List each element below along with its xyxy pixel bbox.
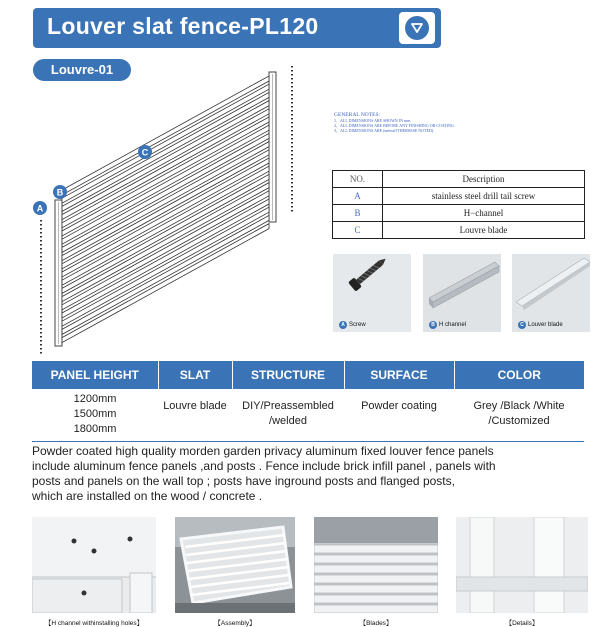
- photo-caption: 【Details】: [505, 620, 539, 627]
- general-note-line: 1、ALL DIMENSIONS ARE SHOWN IN mm.: [334, 118, 412, 123]
- part-description: stainless steel drill tail screw: [383, 188, 585, 205]
- louver-blade-photo: [512, 254, 590, 332]
- svg-text:C: C: [141, 147, 149, 158]
- table-row: [333, 188, 585, 205]
- header-slat: SLAT: [158, 361, 232, 389]
- blades-photo: [314, 517, 438, 613]
- color-value: Grey /Black /White /Customized: [454, 389, 584, 441]
- structure-value: DIY/Preassembled /welded: [232, 389, 344, 441]
- h-channel-holes-photo: [32, 517, 156, 613]
- part-description: Louvre blade: [383, 222, 585, 239]
- marker-a: [33, 201, 47, 215]
- marker-b: [53, 185, 67, 199]
- fence-drawing: [22, 60, 307, 360]
- general-note-line: 3、ALL DIMENSIONS ARE (unlessOTHERWISE NOTED).: [334, 128, 435, 133]
- table-header-row: [333, 171, 585, 188]
- marker-c: [138, 145, 152, 159]
- photo-caption: A Screw: [339, 321, 366, 329]
- assembly-photo: [175, 517, 295, 613]
- table-row: [333, 205, 585, 222]
- header-surface: SURFACE: [344, 361, 454, 389]
- expand-button[interactable]: [399, 12, 435, 44]
- panel-height-values: 1200mm 1500mm 1800mm: [32, 389, 158, 441]
- details-photo: [456, 517, 588, 613]
- chevron-down-icon: [405, 16, 429, 40]
- title-banner: [33, 8, 441, 48]
- col-description-header: Description: [383, 171, 585, 188]
- photo-caption: B H channel: [429, 321, 466, 329]
- parts-table: [332, 170, 585, 239]
- svg-text:A: A: [36, 203, 44, 214]
- page-title: Louver slat fence-PL120: [47, 13, 319, 39]
- product-description: Powder coated high quality morden garden privacy aluminum fixed louver fence panels include aluminum fence panels ,and posts . Fence include brick infill panel , panels with posts and panels on the wall top ; posts have inground posts and flanged posts, which are installed on the wood / concrete .: [32, 444, 496, 503]
- surface-value: Powder coating: [344, 389, 454, 441]
- part-description: H−channel: [383, 205, 585, 222]
- header-color: COLOR: [454, 361, 584, 389]
- col-no-header: NO.: [333, 171, 383, 188]
- general-note-line: 2、ALL DIMENSIONS ARE BEFORE ANY FINISHING OR COATING.: [334, 123, 455, 128]
- screw-photo: [333, 254, 411, 332]
- part-no: A: [333, 188, 383, 205]
- section-label: Louvre-01: [33, 59, 131, 81]
- spec-table: [32, 361, 584, 442]
- table-row: [32, 389, 584, 441]
- part-no: C: [333, 222, 383, 239]
- photo-caption: 【H channel withinstalling holes】: [44, 620, 144, 627]
- photo-caption: 【Assembly】: [214, 620, 256, 627]
- general-notes: [334, 112, 484, 133]
- slat-value: Louvre blade: [158, 389, 232, 441]
- part-no: B: [333, 205, 383, 222]
- photo-caption: 【Blades】: [359, 620, 393, 627]
- svg-text:B: B: [56, 187, 64, 198]
- h-channel-photo: [423, 254, 501, 332]
- photo-caption: C Louver blade: [518, 321, 563, 329]
- header-structure: STRUCTURE: [232, 361, 344, 389]
- header-panel-height: PANEL HEIGHT: [32, 361, 158, 389]
- table-row: [333, 222, 585, 239]
- general-notes-title: GENERAL NOTES:: [334, 112, 381, 118]
